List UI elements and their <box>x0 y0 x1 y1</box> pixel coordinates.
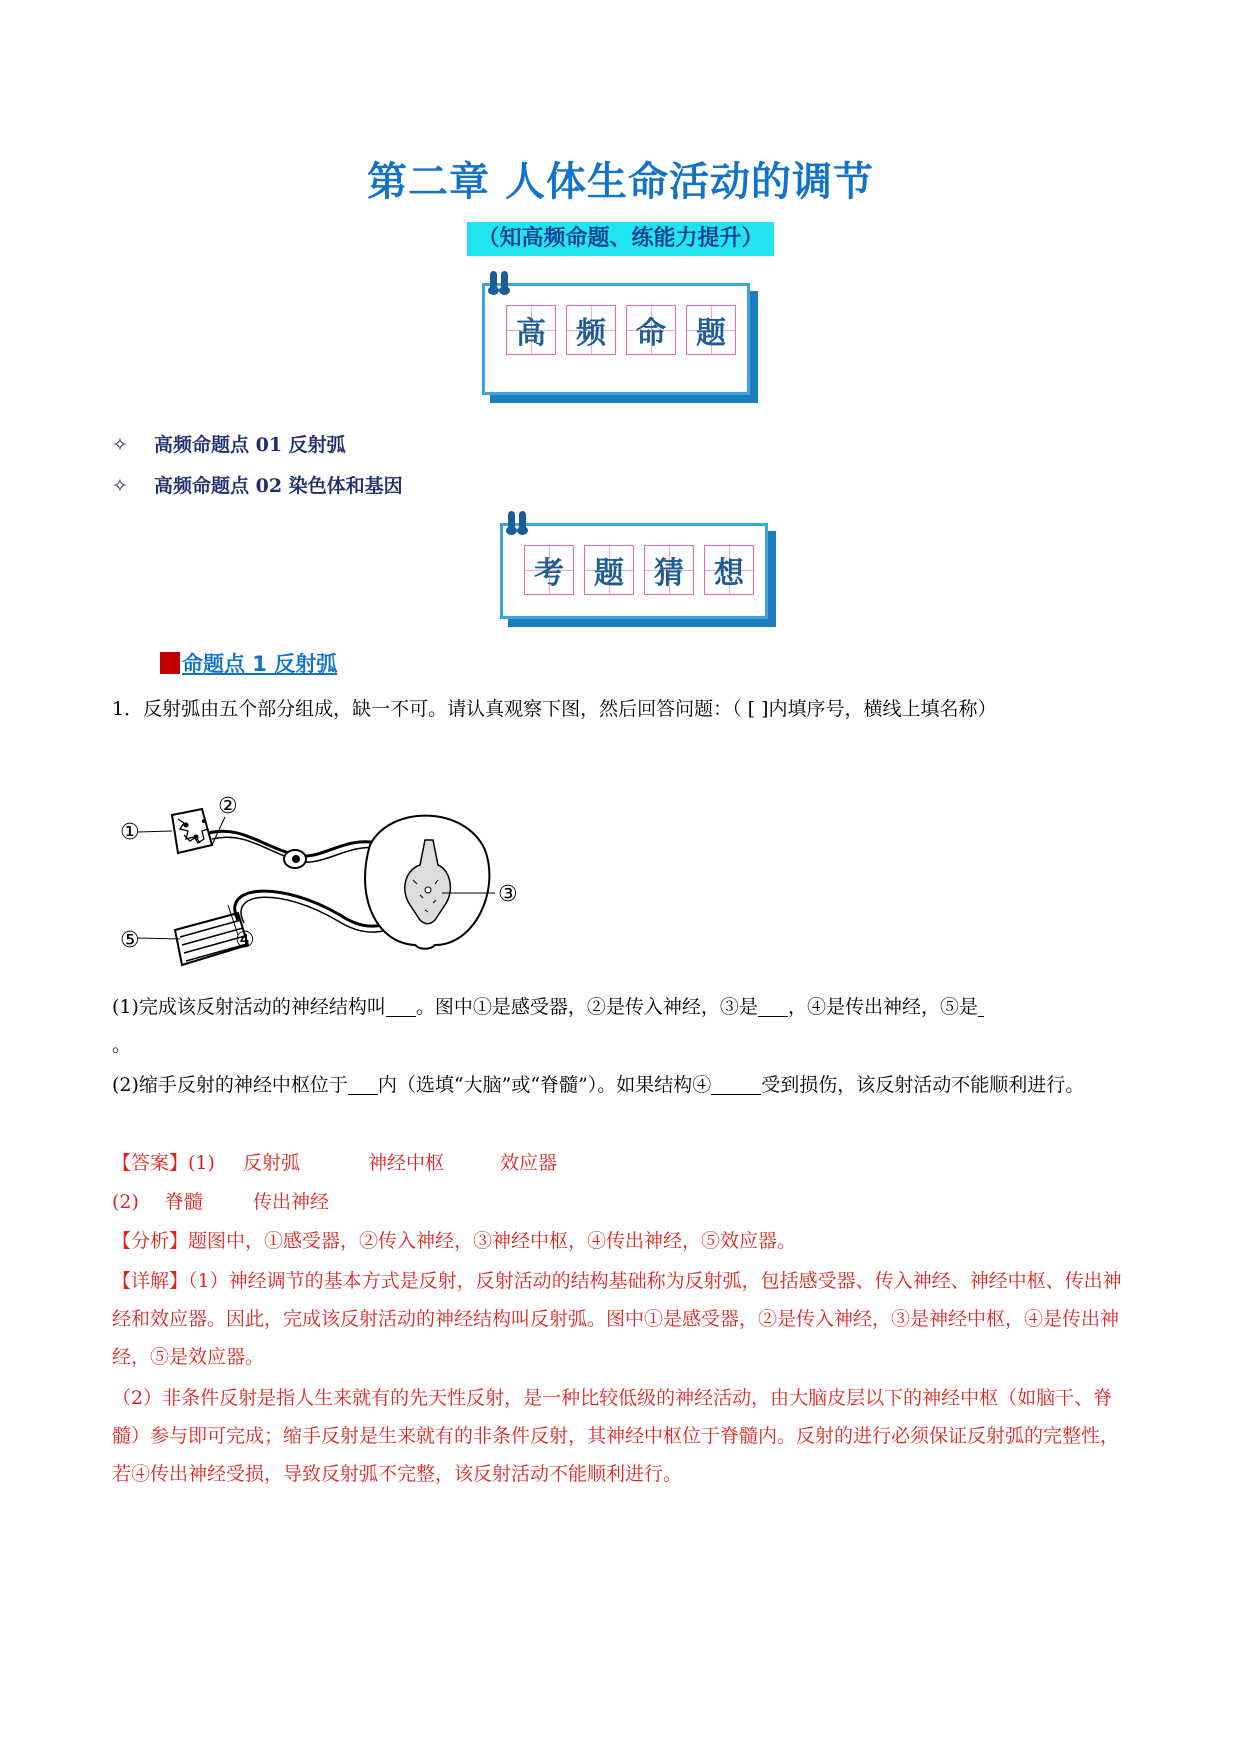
answer-blank[interactable] <box>758 992 788 1017</box>
banner-char: 高 <box>506 305 556 355</box>
question-stem: 1．反射弧由五个部分组成，缺一不可。请认真观察下图，然后回答问题：（ [ ]内填序号，横线上填名称） <box>112 698 997 720</box>
banner-char: 想 <box>704 545 754 595</box>
answer-blank[interactable] <box>978 992 984 1017</box>
receptor-tissue <box>172 809 212 853</box>
banner-high-frequency <box>482 283 750 395</box>
answer-blank[interactable] <box>711 1070 761 1095</box>
diagram-label: ② <box>218 795 238 819</box>
page-subtitle: （知高频命题、练能力提升） <box>467 222 773 256</box>
analysis: 【分析】题图中，①感受器，②传入神经，③神经中枢，④传出神经，⑤效应器。 <box>112 1230 797 1252</box>
detail-paragraph-2: （2）非条件反射是指人生来就有的先天性反射，是一种比较低级的神经活动，由大脑皮层以下的神经中枢（如脑干、脊髓）参与即可完成；缩手反射是生来就有的非条件反射，其神经中枢位于脊髓内。反射的进行必须保证反射弧的完整性，若④传出神经受损，导致反射弧不完整，该反射活动不能顺利进行。 <box>112 1387 1120 1485</box>
question-part-2: (2)缩手反射的神经中枢位于 内（选填“大脑”或“脊髓”）。如果结构④ 受到损伤，该反射活动不能顺利进行。 <box>112 1066 1132 1104</box>
diamond-bullet-icon: ✧ <box>112 434 128 456</box>
banner-char: 题 <box>584 545 634 595</box>
section-heading: 命题点 1 反射弧 <box>160 648 337 678</box>
question-part-1: (1)完成该反射活动的神经结构叫 。图中①是感受器，②是传入神经，③是 ，④是传出神经，⑤是 。 <box>112 988 1132 1064</box>
answer-line-2: (2) 脊髓 传出神经 <box>112 1191 329 1213</box>
answer-line-1: 【答案】(1) 反射弧 神经中枢 效应器 <box>112 1152 557 1174</box>
diamond-bullet-icon: ✧ <box>112 475 128 497</box>
diagram-label: ④ <box>235 928 255 953</box>
page-title: 第二章 人体生命活动的调节 <box>367 159 874 205</box>
diagram-label: ⑤ <box>120 928 140 953</box>
binder-ring-icon <box>508 511 530 535</box>
topic-item: ✧ 高频命题点 02 染色体和基因 <box>112 475 403 497</box>
spinal-cord-section <box>365 816 489 949</box>
banner-char: 题 <box>686 305 736 355</box>
topic-item: ✧ 高频命题点 01 反射弧 <box>112 434 346 456</box>
banner-char: 频 <box>566 305 616 355</box>
reflex-arc-diagram <box>120 795 530 975</box>
diagram-label: ① <box>120 820 140 845</box>
answer-blank[interactable] <box>348 1070 378 1095</box>
diagram-label: ③ <box>498 882 518 907</box>
red-square-icon <box>160 652 180 674</box>
banner-exam-prediction <box>500 523 768 619</box>
banner-char: 考 <box>524 545 574 595</box>
answer-blank[interactable] <box>386 992 416 1017</box>
binder-ring-icon <box>490 271 512 295</box>
banner-char: 猜 <box>644 545 694 595</box>
detail-paragraph-1: 【详解】（1）神经调节的基本方式是反射，反射活动的结构基础称为反射弧，包括感受器、传入神经、神经中枢、传出神经和效应器。因此，完成该反射活动的神经结构叫反射弧。图中①是感受器，②是传入神经，③是神经中枢，④是传出神经，⑤是效应器。 <box>112 1270 1122 1368</box>
banner-char: 命 <box>626 305 676 355</box>
